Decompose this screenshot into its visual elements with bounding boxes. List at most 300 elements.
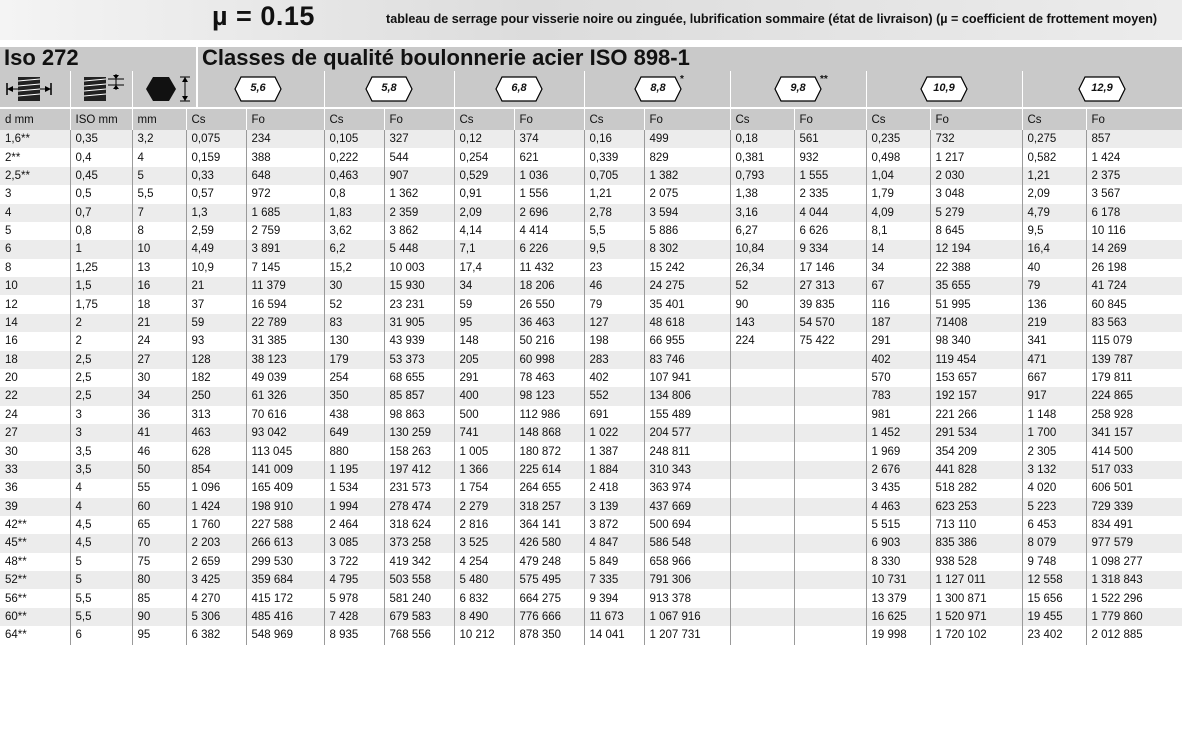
class-label: 5,8 bbox=[381, 82, 397, 94]
class-footnote-mark: * bbox=[680, 74, 684, 85]
table-cell: 1 969 bbox=[866, 442, 930, 460]
table-cell: 3 872 bbox=[584, 516, 644, 534]
table-cell: 1 387 bbox=[584, 442, 644, 460]
table-cell: 136 bbox=[1022, 295, 1086, 313]
table-cell: 1 424 bbox=[186, 498, 246, 516]
table-cell: 2,09 bbox=[454, 204, 514, 222]
table-cell: 313 bbox=[186, 406, 246, 424]
table-cell: 10 bbox=[132, 240, 186, 258]
table-cell: 291 bbox=[866, 332, 930, 350]
table-cell: 30 bbox=[0, 442, 70, 460]
table-cell: 254 bbox=[324, 369, 384, 387]
table-cell: 2,5 bbox=[70, 351, 132, 369]
table-cell: 5 bbox=[132, 167, 186, 185]
table-cell: 83 bbox=[324, 314, 384, 332]
table-row bbox=[0, 130, 1182, 148]
table-cell: 27 bbox=[132, 351, 186, 369]
table-cell: 67 bbox=[866, 277, 930, 295]
table-cell: 26,34 bbox=[730, 259, 794, 277]
table-cell: 3 085 bbox=[324, 534, 384, 552]
table-cell: 2 816 bbox=[454, 516, 514, 534]
table-cell: 55 bbox=[132, 479, 186, 497]
table-cell: 5 849 bbox=[584, 553, 644, 571]
header-divider bbox=[454, 71, 455, 107]
class-badge-8-8 bbox=[634, 76, 682, 102]
table-cell: 6,2 bbox=[324, 240, 384, 258]
table-cell: 2 418 bbox=[584, 479, 644, 497]
table-cell: 155 489 bbox=[644, 406, 730, 424]
class-label: 10,9 bbox=[933, 82, 955, 94]
column-header: Cs bbox=[186, 109, 246, 130]
table-description: tableau de serrage pour visserie noire ou zinguée, lubrification sommaire (état de livraison) (µ = coefficient de frottement moyen) bbox=[386, 12, 1158, 26]
class-label: 12,9 bbox=[1091, 82, 1113, 94]
table-cell: 1 779 860 bbox=[1086, 608, 1182, 626]
table-cell: 0,7 bbox=[70, 204, 132, 222]
quality-classes-header bbox=[198, 47, 1182, 71]
table-cell: 182 bbox=[186, 369, 246, 387]
table-cell: 878 350 bbox=[514, 626, 584, 644]
table-cell: 981 bbox=[866, 406, 930, 424]
table-cell: 234 bbox=[246, 130, 324, 148]
table-cell: 85 857 bbox=[384, 387, 454, 405]
table-cell: 8 079 bbox=[1022, 534, 1086, 552]
table-cell: 10 bbox=[0, 277, 70, 295]
table-cell bbox=[730, 442, 794, 460]
table-cell: 83 746 bbox=[644, 351, 730, 369]
table-row bbox=[0, 589, 1182, 607]
table-cell: 1 534 bbox=[324, 479, 384, 497]
table-cell: 46 bbox=[132, 442, 186, 460]
table-cell: 3 567 bbox=[1086, 185, 1182, 203]
table-cell: 4 bbox=[132, 148, 186, 166]
table-cell: 27 bbox=[0, 424, 70, 442]
table-cell: 667 bbox=[1022, 369, 1086, 387]
table-cell: 1 096 bbox=[186, 479, 246, 497]
table-cell: 664 275 bbox=[514, 589, 584, 607]
table-cell: 791 306 bbox=[644, 571, 730, 589]
table-cell: 9 334 bbox=[794, 240, 866, 258]
table-cell: 471 bbox=[1022, 351, 1086, 369]
table-body bbox=[0, 109, 1182, 645]
table-cell: 26 198 bbox=[1086, 259, 1182, 277]
table-cell: 3,5 bbox=[70, 461, 132, 479]
table-cell: 776 666 bbox=[514, 608, 584, 626]
table-cell: 56** bbox=[0, 589, 70, 607]
table-cell: 48 618 bbox=[644, 314, 730, 332]
table-cell: 1 098 277 bbox=[1086, 553, 1182, 571]
table-cell bbox=[794, 553, 866, 571]
table-cell: 5 515 bbox=[866, 516, 930, 534]
table-cell: 441 828 bbox=[930, 461, 1022, 479]
table-cell: 438 bbox=[324, 406, 384, 424]
table-cell: 350 bbox=[324, 387, 384, 405]
class-label: 5,6 bbox=[250, 82, 266, 94]
table-cell: 2 659 bbox=[186, 553, 246, 571]
table-row bbox=[0, 424, 1182, 442]
table-cell: 153 657 bbox=[930, 369, 1022, 387]
table-cell: 13 bbox=[132, 259, 186, 277]
table-cell: 225 614 bbox=[514, 461, 584, 479]
table-cell bbox=[730, 498, 794, 516]
header-divider bbox=[132, 71, 133, 107]
table-cell: 0,33 bbox=[186, 167, 246, 185]
table-cell: 1,5 bbox=[70, 277, 132, 295]
table-cell: 15,2 bbox=[324, 259, 384, 277]
table-cell: 148 bbox=[454, 332, 514, 350]
table-cell: 9,5 bbox=[584, 240, 644, 258]
class-label: 9,8 bbox=[790, 82, 806, 94]
table-cell: 5,5 bbox=[70, 589, 132, 607]
table-cell: 12 bbox=[0, 295, 70, 313]
table-cell: 1 382 bbox=[644, 167, 730, 185]
table-cell bbox=[794, 534, 866, 552]
table-cell: 4 463 bbox=[866, 498, 930, 516]
table-cell: 158 263 bbox=[384, 442, 454, 460]
table-cell: 9 748 bbox=[1022, 553, 1086, 571]
header-divider bbox=[584, 71, 585, 107]
table-cell: 0,45 bbox=[70, 167, 132, 185]
table-cell: 11 673 bbox=[584, 608, 644, 626]
table-cell: 75 422 bbox=[794, 332, 866, 350]
table-cell: 70 bbox=[132, 534, 186, 552]
table-cell: 8 490 bbox=[454, 608, 514, 626]
table-cell: 0,463 bbox=[324, 167, 384, 185]
table-cell: 400 bbox=[454, 387, 514, 405]
table-cell: 52 bbox=[730, 277, 794, 295]
table-cell: 4,14 bbox=[454, 222, 514, 240]
table-cell: 4 414 bbox=[514, 222, 584, 240]
table-cell: 19 998 bbox=[866, 626, 930, 644]
table-cell: 0,705 bbox=[584, 167, 644, 185]
table-cell: 0,8 bbox=[70, 222, 132, 240]
table-cell: 39 bbox=[0, 498, 70, 516]
table-cell: 3 bbox=[0, 185, 70, 203]
table-cell: 130 259 bbox=[384, 424, 454, 442]
table-row bbox=[0, 351, 1182, 369]
table-cell: 9,5 bbox=[1022, 222, 1086, 240]
table-cell: 4 020 bbox=[1022, 479, 1086, 497]
table-cell: 90 bbox=[132, 608, 186, 626]
table-cell: 729 339 bbox=[1086, 498, 1182, 516]
table-cell: 2 359 bbox=[384, 204, 454, 222]
table-cell: 30 bbox=[324, 277, 384, 295]
table-cell: 2 464 bbox=[324, 516, 384, 534]
table-cell: 10 116 bbox=[1086, 222, 1182, 240]
table-cell: 18 bbox=[132, 295, 186, 313]
table-cell: 2 203 bbox=[186, 534, 246, 552]
table-cell: 1 318 843 bbox=[1086, 571, 1182, 589]
table-cell: 6 bbox=[70, 626, 132, 644]
table-cell: 248 811 bbox=[644, 442, 730, 460]
table-cell: 732 bbox=[930, 130, 1022, 148]
table-cell: 1 452 bbox=[866, 424, 930, 442]
table-cell: 66 955 bbox=[644, 332, 730, 350]
table-cell bbox=[794, 516, 866, 534]
table-row bbox=[0, 167, 1182, 185]
table-cell: 2 335 bbox=[794, 185, 866, 203]
table-cell: 741 bbox=[454, 424, 514, 442]
torque-table bbox=[0, 109, 1182, 645]
table-cell bbox=[730, 534, 794, 552]
table-cell: 2,5** bbox=[0, 167, 70, 185]
table-cell: 224 bbox=[730, 332, 794, 350]
table-cell: 98 340 bbox=[930, 332, 1022, 350]
table-cell: 768 556 bbox=[384, 626, 454, 644]
table-cell: 575 495 bbox=[514, 571, 584, 589]
table-cell: 4 bbox=[70, 479, 132, 497]
table-cell bbox=[730, 589, 794, 607]
table-cell: 3 bbox=[70, 406, 132, 424]
table-cell: 679 583 bbox=[384, 608, 454, 626]
table-cell: 1 556 bbox=[514, 185, 584, 203]
table-cell: 3 435 bbox=[866, 479, 930, 497]
table-cell: 24 275 bbox=[644, 277, 730, 295]
table-cell: 783 bbox=[866, 387, 930, 405]
table-cell: 98 863 bbox=[384, 406, 454, 424]
table-cell: 53 373 bbox=[384, 351, 454, 369]
table-cell: 0,18 bbox=[730, 130, 794, 148]
table-cell: 95 bbox=[132, 626, 186, 644]
table-row bbox=[0, 369, 1182, 387]
table-cell: 2 bbox=[70, 314, 132, 332]
table-cell: 1 884 bbox=[584, 461, 644, 479]
table-cell: 179 811 bbox=[1086, 369, 1182, 387]
table-cell: 1,21 bbox=[1022, 167, 1086, 185]
table-cell: 907 bbox=[384, 167, 454, 185]
table-cell: 14 041 bbox=[584, 626, 644, 644]
table-cell: 4 bbox=[70, 498, 132, 516]
table-cell: 10,9 bbox=[186, 259, 246, 277]
table-row bbox=[0, 516, 1182, 534]
class-badge-10-9 bbox=[920, 76, 968, 102]
table-cell: 60 998 bbox=[514, 351, 584, 369]
table-cell: 402 bbox=[866, 351, 930, 369]
class-badges-row bbox=[198, 71, 1182, 107]
table-cell: 6,27 bbox=[730, 222, 794, 240]
table-cell: 4 795 bbox=[324, 571, 384, 589]
table-cell: 552 bbox=[584, 387, 644, 405]
table-cell: 2 012 885 bbox=[1086, 626, 1182, 644]
table-cell: 0,12 bbox=[454, 130, 514, 148]
table-cell: 18 206 bbox=[514, 277, 584, 295]
table-cell: 59 bbox=[454, 295, 514, 313]
table-cell: 43 939 bbox=[384, 332, 454, 350]
table-row bbox=[0, 314, 1182, 332]
table-cell: 23 231 bbox=[384, 295, 454, 313]
table-cell: 0,222 bbox=[324, 148, 384, 166]
table-cell: 7 428 bbox=[324, 608, 384, 626]
table-cell: 27 313 bbox=[794, 277, 866, 295]
table-cell: 2 696 bbox=[514, 204, 584, 222]
table-cell: 1,79 bbox=[866, 185, 930, 203]
iso-272-title: Iso 272 bbox=[4, 45, 79, 70]
table-cell: 5 279 bbox=[930, 204, 1022, 222]
table-cell: 205 bbox=[454, 351, 514, 369]
table-cell: 38 123 bbox=[246, 351, 324, 369]
table-cell: 70 616 bbox=[246, 406, 324, 424]
table-cell: 0,529 bbox=[454, 167, 514, 185]
table-cell: 1,25 bbox=[70, 259, 132, 277]
table-cell: 71408 bbox=[930, 314, 1022, 332]
table-cell: 0,582 bbox=[1022, 148, 1086, 166]
table-cell: 95 bbox=[454, 314, 514, 332]
table-cell: 1,83 bbox=[324, 204, 384, 222]
table-cell: 5 bbox=[70, 553, 132, 571]
table-cell: 7 335 bbox=[584, 571, 644, 589]
table-cell: 1 520 971 bbox=[930, 608, 1022, 626]
table-cell: 1 127 011 bbox=[930, 571, 1022, 589]
table-cell: 130 bbox=[324, 332, 384, 350]
table-cell: 419 342 bbox=[384, 553, 454, 571]
table-cell: 16,4 bbox=[1022, 240, 1086, 258]
table-cell: 628 bbox=[186, 442, 246, 460]
table-cell: 90 bbox=[730, 295, 794, 313]
table-cell: 561 bbox=[794, 130, 866, 148]
column-header: Cs bbox=[1022, 109, 1086, 130]
table-cell bbox=[730, 461, 794, 479]
table-row bbox=[0, 387, 1182, 405]
class-label: 8,8 bbox=[650, 82, 666, 94]
table-cell: 98 123 bbox=[514, 387, 584, 405]
table-cell: 1 005 bbox=[454, 442, 514, 460]
table-row bbox=[0, 259, 1182, 277]
table-cell: 227 588 bbox=[246, 516, 324, 534]
table-cell: 15 242 bbox=[644, 259, 730, 277]
table-cell: 75 bbox=[132, 553, 186, 571]
table-cell: 0,4 bbox=[70, 148, 132, 166]
table-cell: 219 bbox=[1022, 314, 1086, 332]
table-cell: 1,6** bbox=[0, 130, 70, 148]
thread-pitch-icon bbox=[78, 74, 128, 104]
table-cell: 60 bbox=[132, 498, 186, 516]
table-cell: 40 bbox=[1022, 259, 1086, 277]
table-cell: 0,57 bbox=[186, 185, 246, 203]
table-cell: 22 388 bbox=[930, 259, 1022, 277]
table-cell bbox=[794, 406, 866, 424]
table-cell: 1,04 bbox=[866, 167, 930, 185]
table-cell: 0,35 bbox=[70, 130, 132, 148]
table-cell: 139 787 bbox=[1086, 351, 1182, 369]
table-cell: 1 720 102 bbox=[930, 626, 1022, 644]
table-cell: 2,5 bbox=[70, 387, 132, 405]
table-cell: 197 412 bbox=[384, 461, 454, 479]
table-cell bbox=[730, 406, 794, 424]
table-cell: 85 bbox=[132, 589, 186, 607]
table-cell: 112 986 bbox=[514, 406, 584, 424]
table-cell: 5 886 bbox=[644, 222, 730, 240]
table-cell: 3,16 bbox=[730, 204, 794, 222]
table-cell: 1 bbox=[70, 240, 132, 258]
table-cell: 414 500 bbox=[1086, 442, 1182, 460]
table-cell: 2 279 bbox=[454, 498, 514, 516]
table-cell: 283 bbox=[584, 351, 644, 369]
table-cell: 621 bbox=[514, 148, 584, 166]
table-cell: 658 966 bbox=[644, 553, 730, 571]
table-cell: 6 226 bbox=[514, 240, 584, 258]
table-cell bbox=[730, 626, 794, 644]
table-cell bbox=[794, 498, 866, 516]
table-cell: 34 bbox=[454, 277, 514, 295]
table-cell: 4,5 bbox=[70, 516, 132, 534]
table-cell: 5 448 bbox=[384, 240, 454, 258]
column-header: Fo bbox=[246, 109, 324, 130]
table-cell: 0,105 bbox=[324, 130, 384, 148]
table-cell: 364 141 bbox=[514, 516, 584, 534]
table-cell: 426 580 bbox=[514, 534, 584, 552]
table-cell: 6 382 bbox=[186, 626, 246, 644]
table-cell: 36 463 bbox=[514, 314, 584, 332]
table-cell: 503 558 bbox=[384, 571, 454, 589]
table-cell: 359 684 bbox=[246, 571, 324, 589]
table-cell: 3 048 bbox=[930, 185, 1022, 203]
table-cell: 835 386 bbox=[930, 534, 1022, 552]
table-cell: 8 645 bbox=[930, 222, 1022, 240]
table-cell: 854 bbox=[186, 461, 246, 479]
table-cell: 7,1 bbox=[454, 240, 514, 258]
table-cell bbox=[794, 387, 866, 405]
hex-wrench-size-icon bbox=[140, 74, 190, 104]
table-cell: 65 bbox=[132, 516, 186, 534]
table-cell: 1,21 bbox=[584, 185, 644, 203]
table-cell: 33 bbox=[0, 461, 70, 479]
table-cell: 0,075 bbox=[186, 130, 246, 148]
table-cell: 23 402 bbox=[1022, 626, 1086, 644]
header-divider bbox=[1022, 71, 1023, 107]
table-cell: 4,79 bbox=[1022, 204, 1086, 222]
table-cell: 548 969 bbox=[246, 626, 324, 644]
table-cell: 2 375 bbox=[1086, 167, 1182, 185]
table-cell bbox=[794, 424, 866, 442]
table-cell bbox=[794, 461, 866, 479]
table-cell: 115 079 bbox=[1086, 332, 1182, 350]
table-cell: 7 145 bbox=[246, 259, 324, 277]
table-row bbox=[0, 277, 1182, 295]
table-cell: 39 835 bbox=[794, 295, 866, 313]
table-cell: 79 bbox=[584, 295, 644, 313]
table-cell: 318 624 bbox=[384, 516, 454, 534]
table-cell: 0,498 bbox=[866, 148, 930, 166]
table-cell: 59 bbox=[186, 314, 246, 332]
table-cell bbox=[794, 351, 866, 369]
table-cell: 363 974 bbox=[644, 479, 730, 497]
table-cell: 544 bbox=[384, 148, 454, 166]
table-cell: 3 891 bbox=[246, 240, 324, 258]
table-cell: 2 bbox=[70, 332, 132, 350]
table-cell: 128 bbox=[186, 351, 246, 369]
table-cell: 917 bbox=[1022, 387, 1086, 405]
table-cell: 0,91 bbox=[454, 185, 514, 203]
table-cell: 5,5 bbox=[584, 222, 644, 240]
table-cell: 2 759 bbox=[246, 222, 324, 240]
table-cell: 4,49 bbox=[186, 240, 246, 258]
table-cell: 31 385 bbox=[246, 332, 324, 350]
table-row bbox=[0, 553, 1182, 571]
table-cell: 3 594 bbox=[644, 204, 730, 222]
table-row bbox=[0, 204, 1182, 222]
table-cell: 2,5 bbox=[70, 369, 132, 387]
table-cell: 19 455 bbox=[1022, 608, 1086, 626]
table-cell: 500 bbox=[454, 406, 514, 424]
header-divider bbox=[324, 71, 325, 107]
table-cell: 1,38 bbox=[730, 185, 794, 203]
table-cell: 1 754 bbox=[454, 479, 514, 497]
table-cell: 8 935 bbox=[324, 626, 384, 644]
table-cell bbox=[730, 351, 794, 369]
table-cell: 21 bbox=[186, 277, 246, 295]
table-cell: 1 036 bbox=[514, 167, 584, 185]
table-cell bbox=[730, 387, 794, 405]
table-cell: 977 579 bbox=[1086, 534, 1182, 552]
